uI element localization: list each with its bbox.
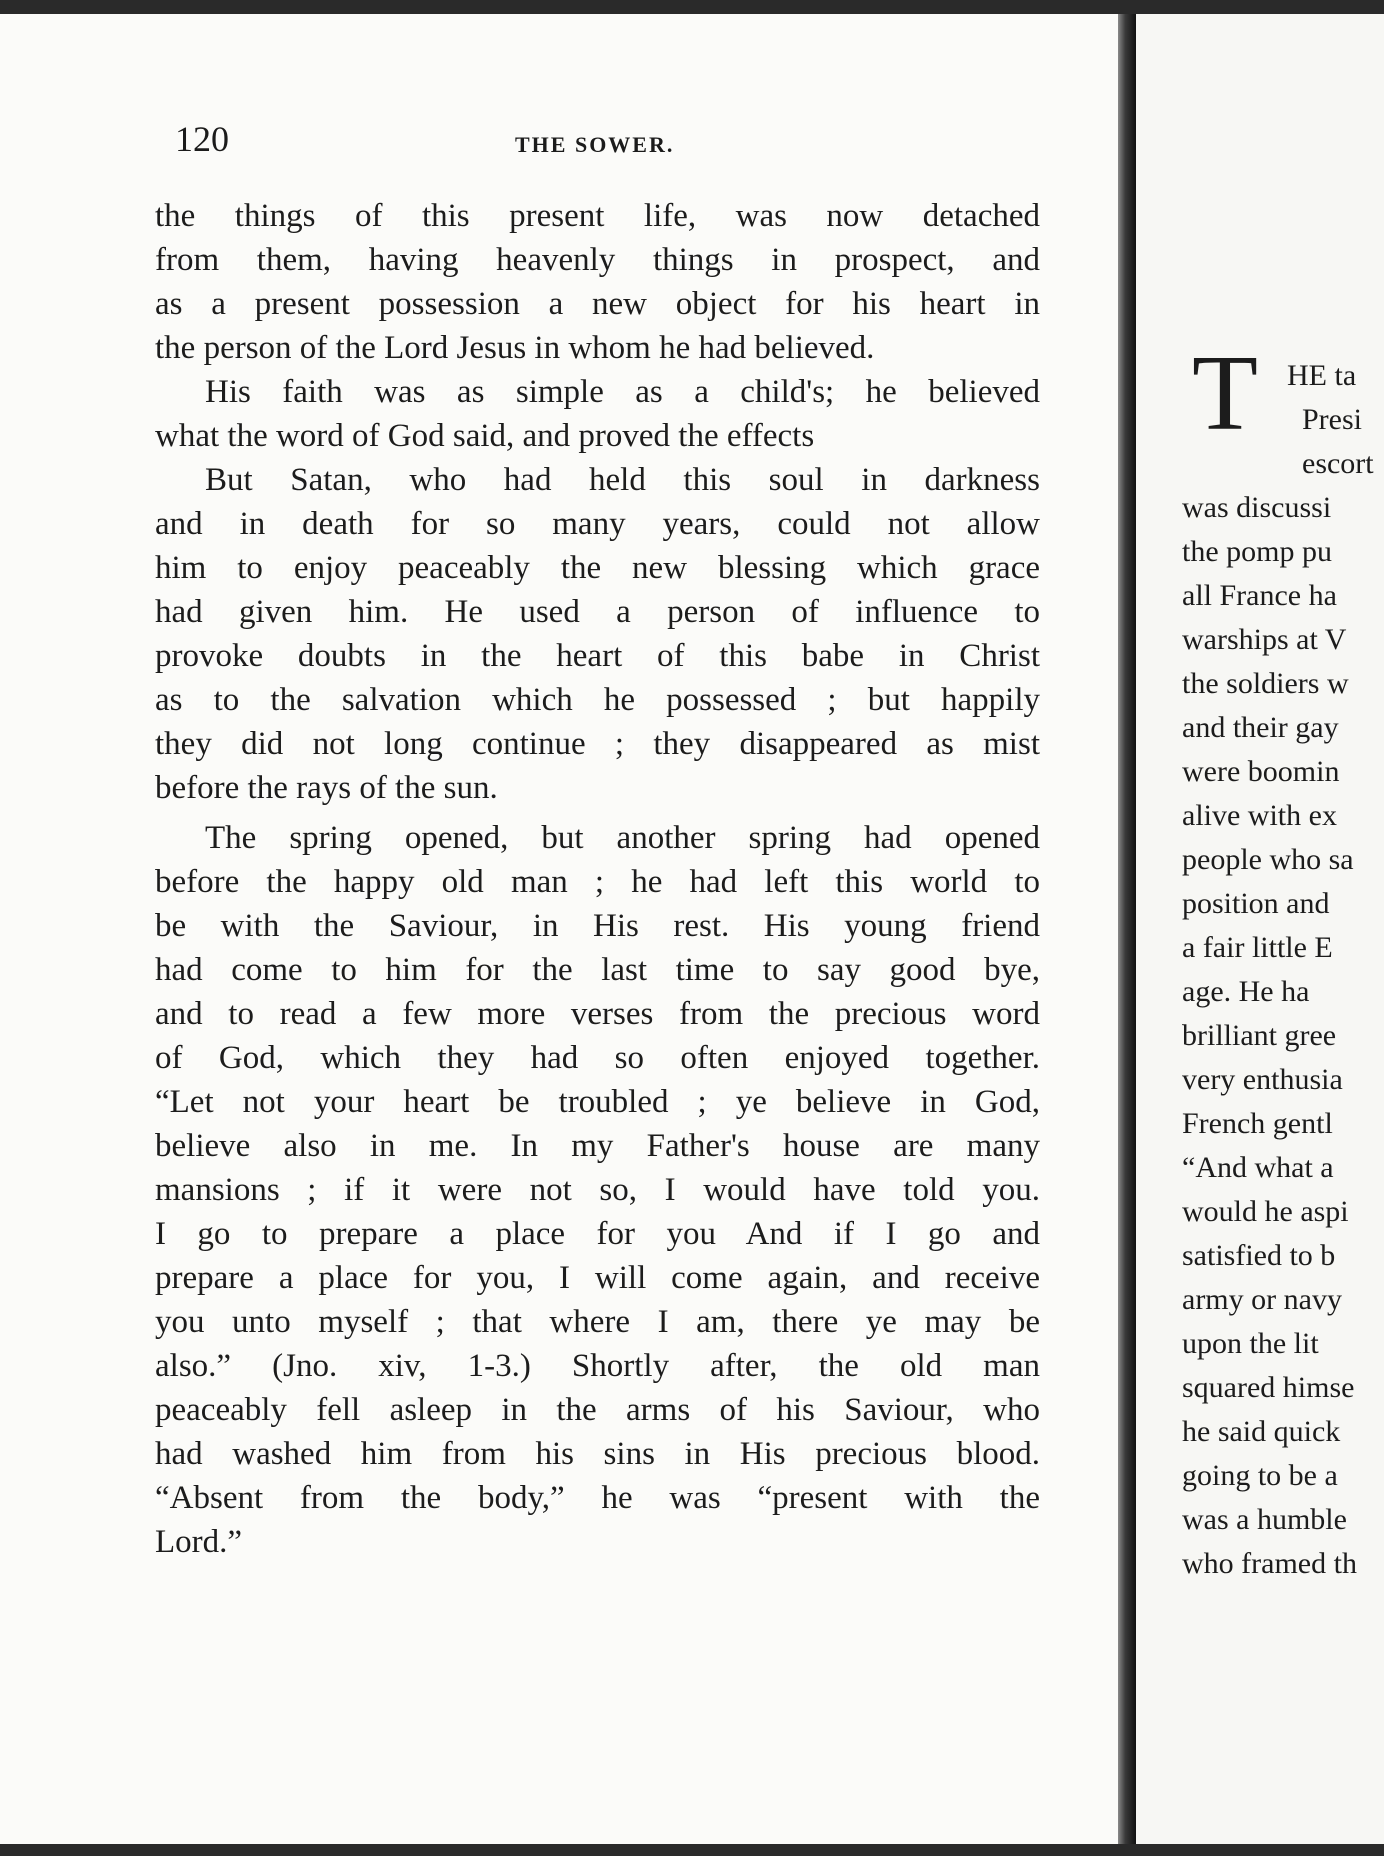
text-line: also.” (Jno. xiv, 1-3.) Shortly after, the old man — [155, 1348, 1040, 1384]
text-line: before the rays of the sun. — [155, 770, 498, 806]
text-line: “Let not your heart be troubled ; ye believe in God, — [155, 1084, 1040, 1120]
text-line: was discussi — [1182, 491, 1332, 524]
text-line: they did not long continue ; they disappeared as mist — [155, 726, 1040, 762]
text-line: peaceably fell asleep in the arms of his Saviour, who — [155, 1392, 1040, 1428]
text-line: the soldiers w — [1182, 667, 1349, 700]
text-line: a fair little E — [1182, 931, 1333, 964]
text-line: HE ta — [1287, 359, 1357, 392]
text-line: the things of this present life, was now detached — [155, 198, 1040, 234]
text-line: Lord.” — [155, 1524, 243, 1560]
text-line: The spring opened, but another spring had opened — [205, 820, 1040, 856]
text-line: Presi — [1302, 403, 1362, 436]
text-line: provoke doubts in the heart of this babe in Christ — [155, 638, 1040, 674]
text-line: “Absent from the body,” he was “present with the — [155, 1480, 1040, 1516]
text-line: the person of the Lord Jesus in whom he had believed. — [155, 330, 875, 366]
text-line: believe also in me. In my Father's house are many — [155, 1128, 1040, 1164]
text-line: very enthusia — [1182, 1063, 1343, 1096]
paragraph — [155, 458, 1040, 810]
text-line: going to be a — [1182, 1459, 1338, 1492]
text-line: mansions ; if it were not so, I would have told you. — [155, 1172, 1040, 1208]
right-page — [1136, 14, 1384, 1844]
drop-cap: T — [1192, 334, 1258, 453]
text-line: from them, having heavenly things in prospect, and — [155, 242, 1040, 278]
text-line: all France ha — [1182, 579, 1337, 612]
text-line: His faith was as simple as a child's; he believed — [205, 374, 1040, 410]
running-title: THE SOWER. — [515, 132, 675, 157]
text-line: escort — [1302, 447, 1374, 480]
text-line: satisfied to b — [1182, 1239, 1336, 1272]
text-line: had washed him from his sins in His precious blood. — [155, 1436, 1040, 1472]
text-line: position and — [1182, 887, 1330, 920]
text-line: age. He ha — [1182, 975, 1310, 1008]
right-page-body-text — [1182, 354, 1374, 1586]
text-line: But Satan, who had held this soul in darkness — [205, 462, 1040, 498]
text-line: prepare a place for you, I will come again, and receive — [155, 1260, 1040, 1296]
text-line: alive with ex — [1182, 799, 1337, 832]
book-gutter — [1118, 14, 1136, 1844]
text-line: what the word of God said, and proved the effects — [155, 418, 815, 454]
text-line: and in death for so many years, could not allow — [155, 506, 1040, 542]
text-line: I go to prepare a place for you And if I go and — [155, 1216, 1040, 1252]
text-line: “And what a — [1182, 1151, 1334, 1184]
text-line: and to read a few more verses from the precious word — [155, 996, 1040, 1032]
text-line: upon the lit — [1182, 1327, 1319, 1360]
text-line: had given him. He used a person of influence to — [155, 594, 1040, 630]
text-line: be with the Saviour, in His rest. His young friend — [155, 908, 1040, 944]
text-line: people who sa — [1182, 843, 1354, 876]
text-line: was a humble — [1182, 1503, 1347, 1536]
paragraph — [155, 816, 1040, 1564]
paragraph — [155, 194, 1040, 370]
text-line: squared himse — [1182, 1371, 1355, 1404]
left-page — [0, 14, 1118, 1844]
text-line: who framed th — [1182, 1547, 1357, 1580]
text-line: and their gay — [1182, 711, 1339, 744]
text-line: army or navy — [1182, 1283, 1342, 1316]
text-line: you unto myself ; that where I am, there ye may be — [155, 1304, 1040, 1340]
text-line: as to the salvation which he possessed ; but happily — [155, 682, 1040, 718]
text-line: were boomin — [1182, 755, 1340, 788]
text-line: as a present possession a new object for his heart in — [155, 286, 1040, 322]
text-line: before the happy old man ; he had left this world to — [155, 864, 1040, 900]
left-page-body-text — [155, 194, 1040, 1564]
text-line: of God, which they had so often enjoyed together. — [155, 1040, 1040, 1076]
text-line: French gentl — [1182, 1107, 1333, 1140]
text-line: would he aspi — [1182, 1195, 1349, 1228]
running-head — [175, 114, 1045, 164]
paragraph — [155, 370, 1040, 458]
text-line: him to enjoy peaceably the new blessing which grace — [155, 550, 1040, 586]
text-line: warships at V — [1182, 623, 1347, 656]
text-line: brilliant gree — [1182, 1019, 1337, 1052]
text-line: he said quick — [1182, 1415, 1341, 1448]
text-line: had come to him for the last time to say good bye, — [155, 952, 1040, 988]
page-number: 120 — [175, 119, 229, 159]
text-line: the pomp pu — [1182, 535, 1332, 568]
